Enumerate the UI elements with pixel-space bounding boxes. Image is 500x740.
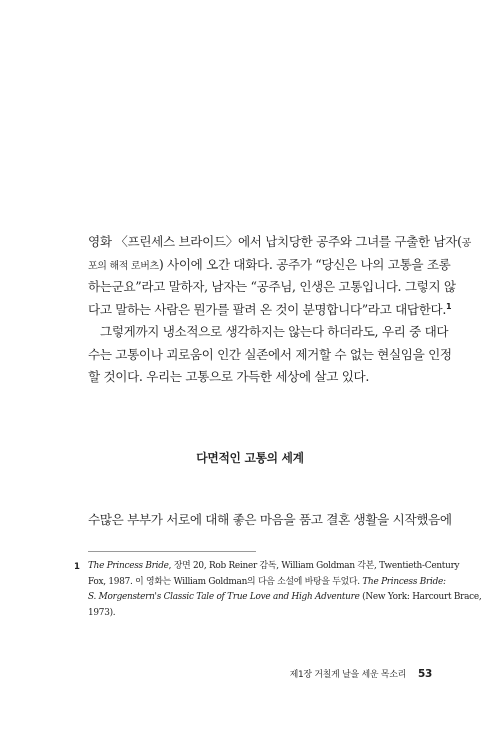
footnote-line: 1973). <box>88 607 116 618</box>
page-number: 53 <box>417 668 432 680</box>
footnote-reference[interactable]: 1 <box>446 301 452 311</box>
paragraph-couples: 수많은 부부가 서로에 대해 좋은 마음을 품고 결혼 생활을 시작했음에 <box>88 512 452 527</box>
film-title: The Princess Bride <box>88 561 169 571</box>
text-line: 수는 고통이나 괴로움이 인간 실존에서 제거할 수 없는 현실임을 인정 <box>88 346 452 362</box>
book-subtitle: S. Morgenstern's Classic Tale of True Love and High Adventure <box>88 592 360 602</box>
book-title: The Princess Bride: <box>362 576 446 587</box>
text-line: 그렇게까지 냉소적으로 생각하지는 않는다 하더라도, 우리 중 대다 <box>100 324 449 339</box>
text-span: , 장면 20, Rob Reiner 감독, William Goldman 각본, Twentieth-Century <box>168 561 460 571</box>
text-span: ) 사이에 오간 대화다. 공주가 “당신은 나의 고통을 조롱 <box>158 256 451 272</box>
text-line <box>88 231 471 254</box>
running-footer <box>290 667 432 680</box>
footnote-line <box>88 590 482 606</box>
text-span: (New York: Harcourt Brace, <box>359 592 482 602</box>
paragraph-dialogue-intro <box>88 231 471 321</box>
parenthetical-small-text: 포의 해적 로버츠 <box>88 260 159 272</box>
section-heading: 다면적인 고통의 세계 <box>196 451 304 465</box>
paragraph-suffering-reality <box>88 321 452 389</box>
text-span: Fox, 1987. 이 영화는 William Goldman의 다음 소설에 바탕을 두었다. <box>88 576 363 587</box>
text-line: 할 것이다. 우리는 고통으로 가득한 세상에 살고 있다. <box>88 369 370 385</box>
text-line <box>88 254 451 277</box>
footnote-number: 1 <box>74 562 80 572</box>
parenthetical-small-text: 공 <box>461 238 471 249</box>
text-span: 다고 말하는 사람은 뭔가를 팔려 온 것이 분명합니다”라고 대답한다. <box>88 301 446 317</box>
chapter-title: 제1장 거칠게 날을 세운 목소리 <box>289 670 406 680</box>
text-span: 영화 〈프린세스 브라이드〉에서 납치당한 공주와 그녀를 구출한 남자( <box>88 234 462 249</box>
text-line: 하는군요”라고 말하자, 남자는 “공주님, 인생은 고통입니다. 그렇지 않 <box>88 279 456 295</box>
footnote-divider <box>88 551 256 552</box>
text-line <box>88 299 452 322</box>
footnote-line <box>88 559 460 575</box>
footnote-text <box>88 559 482 621</box>
footnote-line <box>88 575 446 591</box>
